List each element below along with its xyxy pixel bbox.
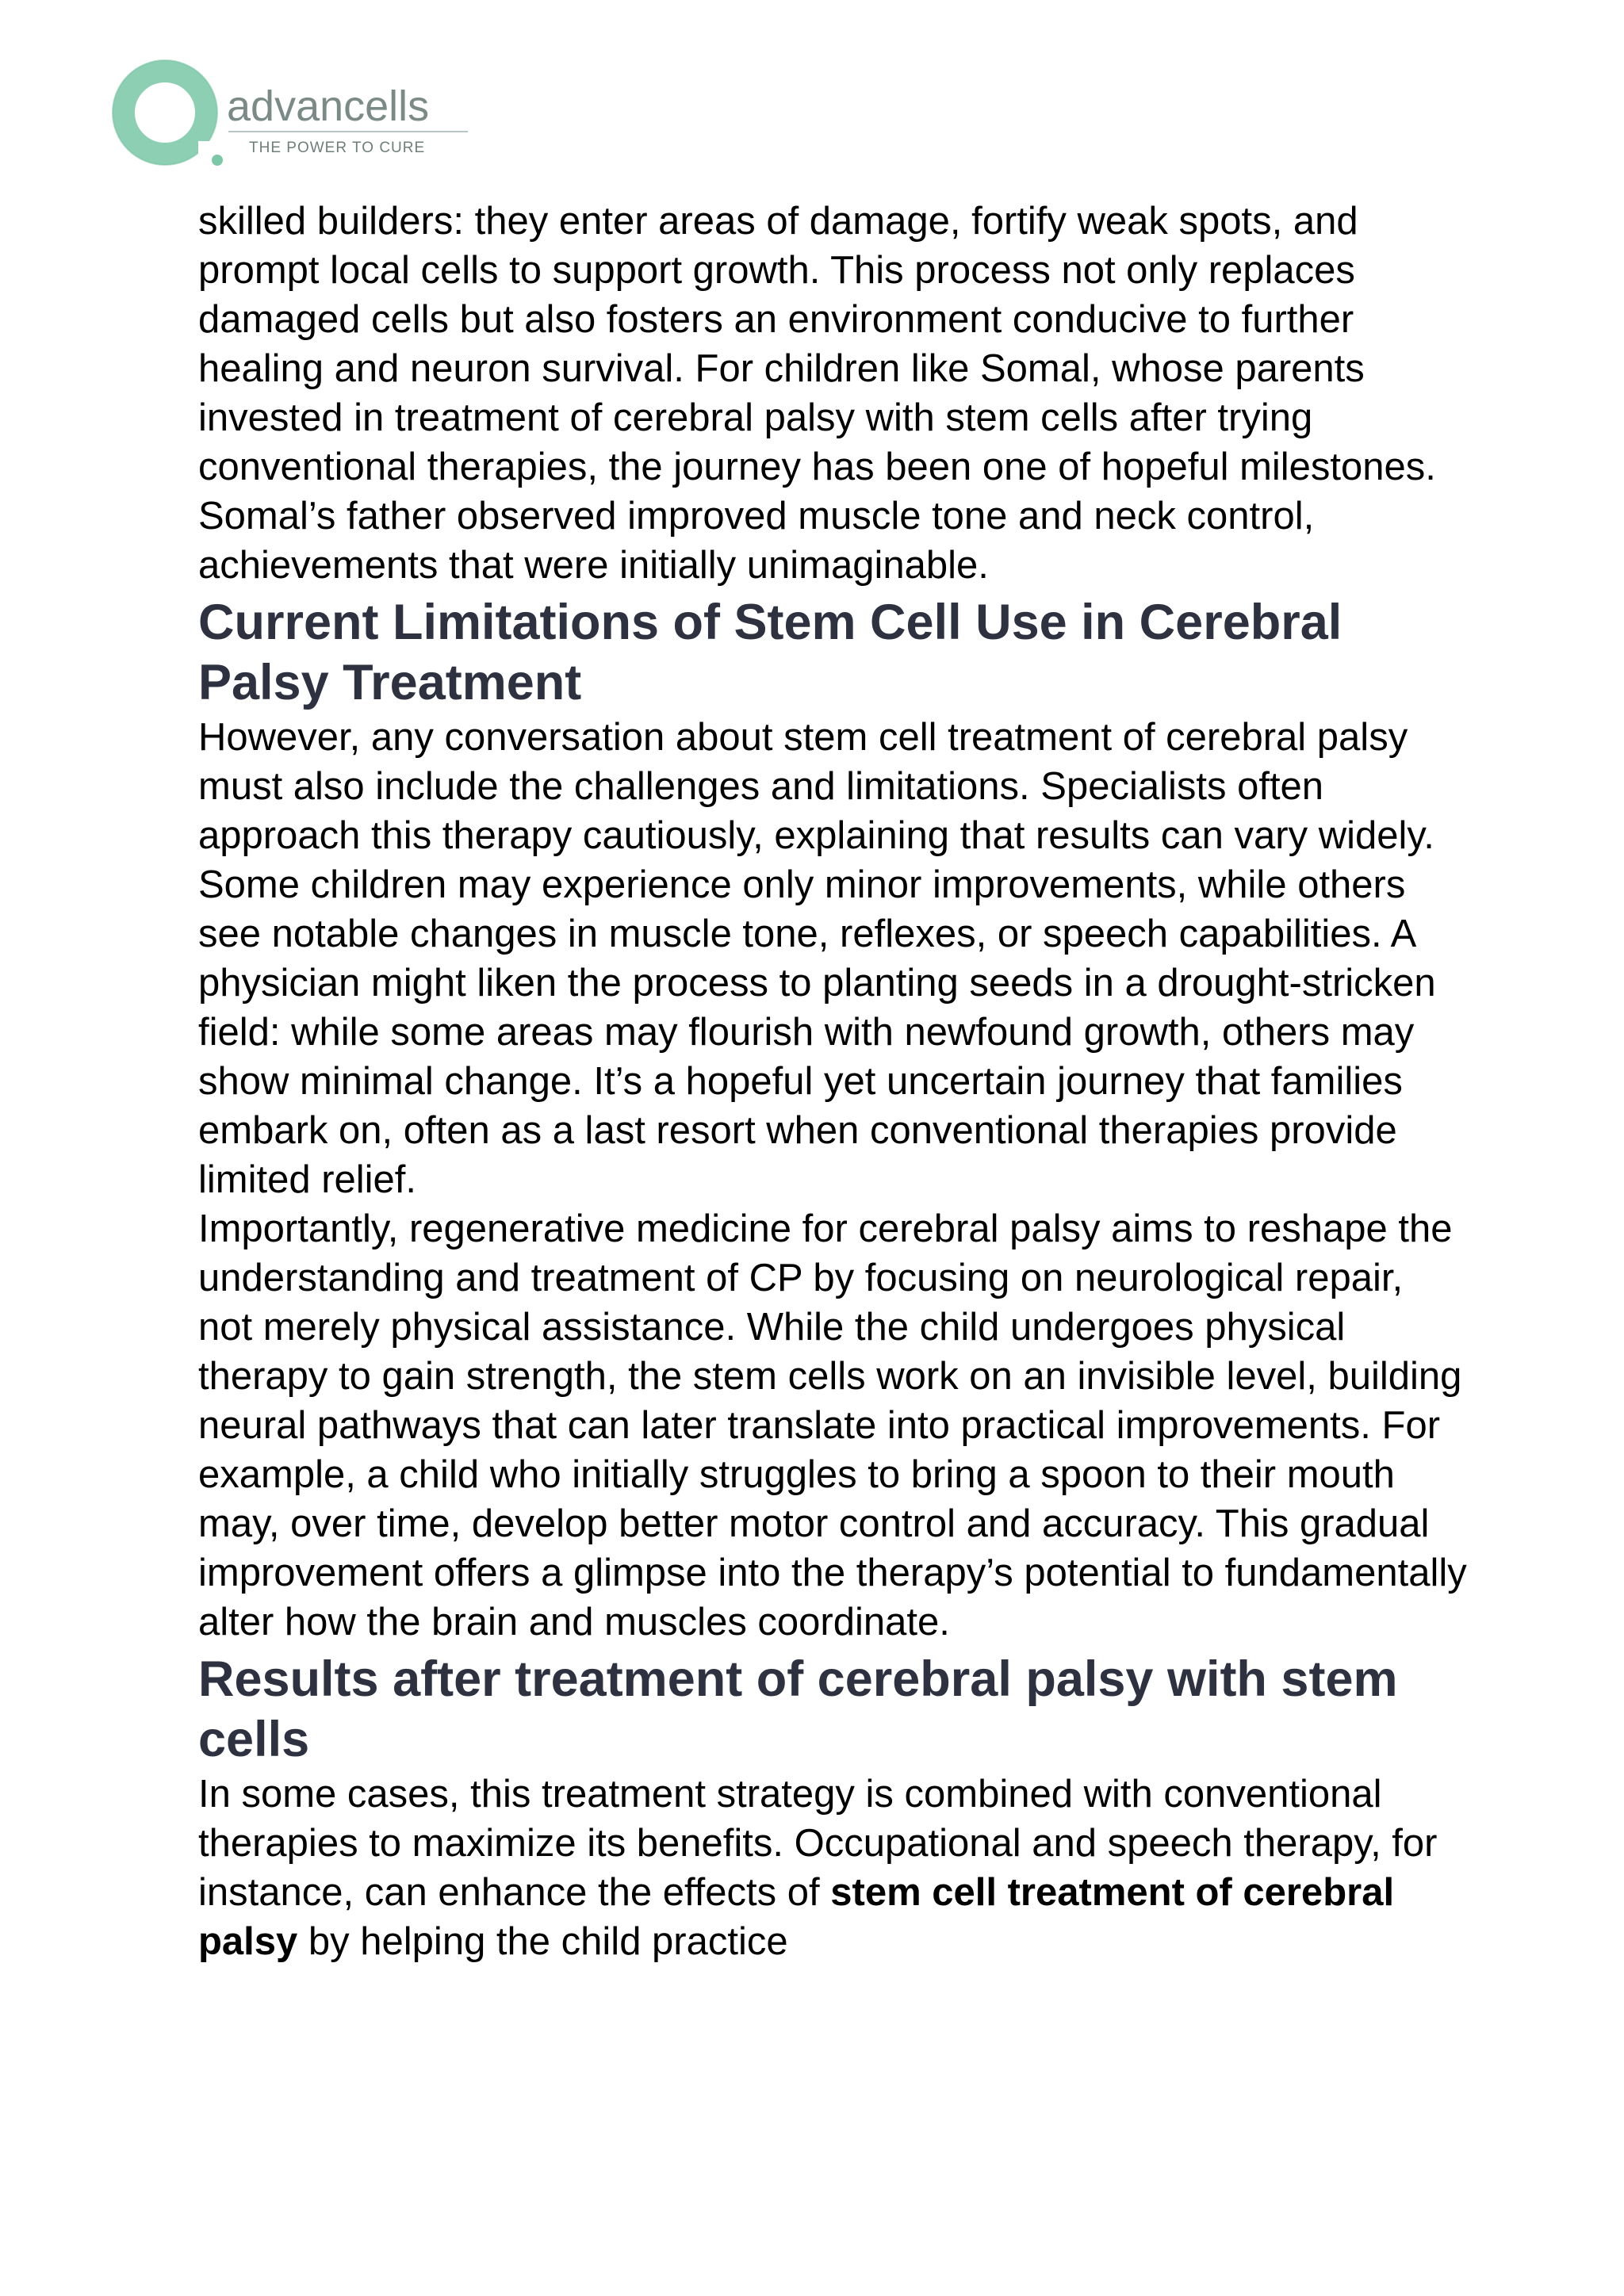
paragraph-regenerative-medicine: Importantly, regenerative medicine for cerebral palsy aims to reshape the understanding and treatment of CP by focusing on neurological repair, not merely physical assistance. While the child undergoes physical therapy to gain strength, the stem cells work on an invisible level, building neural pathways that can later translate into practical improvements. For example, a child who initially struggles to bring a spoon to their mouth may, over time, develop better motor control and accuracy. This gradual improvement offers a glimpse into the therapy’s potential to fundamentally alter how the brain and muscles coordinate.	[198, 1207, 1467, 1644]
logo-mark-icon	[109, 59, 482, 170]
paragraph-text-before: In some cases, this treatment strategy is combined with conventional therapies to maximize its benefits. Occupational and speech therapy, for instance, can enhance the effects of	[198, 1773, 1438, 1914]
logo-brand-text: advancells	[227, 82, 430, 130]
paragraph-challenges: However, any conversation about stem cell treatment of cerebral palsy must also include the challenges and limitations. Specialists often approach this therapy cautiously, explaining that results can vary widely. Some children may experience only minor improvements, while others see notable changes in muscle tone, reflexes, or speech capabilities. A physician might liken the process to planting seeds in a drought-stricken field: while some areas may flourish with newfound growth, others may show minimal change. It’s a hopeful yet uncertain journey that families embark on, often as a last resort when conventional therapies provide limited relief.	[198, 716, 1436, 1201]
advancells-logo	[109, 59, 482, 170]
paragraph-stem-cells-builders: skilled builders: they enter areas of damage, fortify weak spots, and prompt local cells to support growth. This process not only replaces damaged cells but also fosters an environment conducive to further healing and neuron survival. For children like Somal, whose parents invested in treatment of cerebral palsy with stem cells after trying conventional therapies, the journey has been one of hopeful milestones. Somal’s father observed improved muscle tone and neck control, achievements that were initially unimaginable.	[198, 200, 1436, 587]
paragraph-combined-therapies	[198, 1770, 1467, 1966]
paragraph-text-after: by helping the child practice	[297, 1920, 788, 1963]
document-body	[198, 197, 1467, 1966]
bold-link-phrase: stem cell treatment of cerebral palsy	[198, 1871, 1395, 1963]
heading-results-after-treatment: Results after treatment of cerebral palsy with stem cells	[198, 1651, 1398, 1767]
heading-current-limitations: Current Limitations of Stem Cell Use in Cerebral Palsy Treatment	[198, 595, 1342, 710]
logo-tagline-text: THE POWER TO CURE	[249, 140, 426, 156]
